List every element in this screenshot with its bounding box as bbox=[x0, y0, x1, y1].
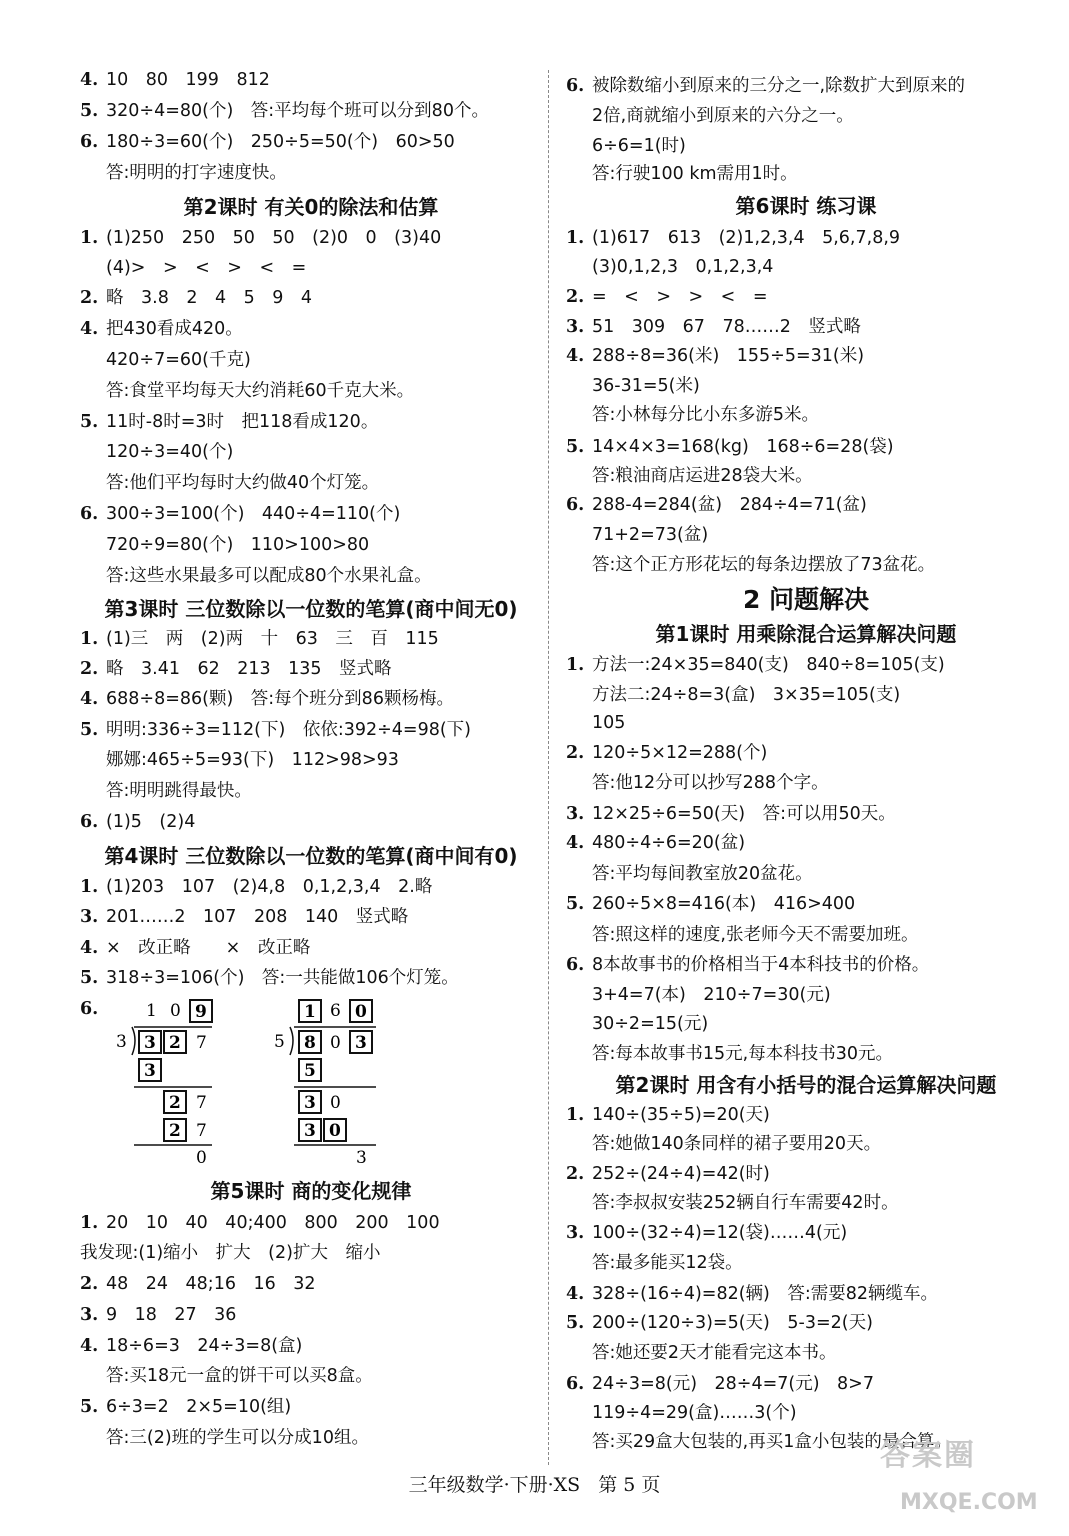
remainder: 0 bbox=[196, 1148, 207, 1165]
answer-text: 2倍,商就缩小到原来的六分之一。 bbox=[592, 106, 854, 126]
dividend-digit: 0 bbox=[330, 1033, 341, 1053]
question-number: 3. bbox=[566, 1223, 585, 1243]
answer-text: (1)203 107 (2)4,8 0,1,2,3,4 2.略 bbox=[106, 877, 433, 897]
lesson-title: 第4课时 三位数除以一位数的笔算(商中间有0) bbox=[104, 844, 518, 868]
answer-line bbox=[80, 628, 439, 650]
answer-line bbox=[80, 534, 369, 556]
answer-text: 答:这个正方形花坛的每条边摆放了73盆花。 bbox=[592, 555, 936, 575]
answer-text: 20 10 40 40;400 800 200 100 bbox=[106, 1213, 440, 1233]
answer-line bbox=[566, 105, 854, 127]
answer-line bbox=[80, 287, 312, 309]
answer-text: 12×25÷6=50(天) 答:可以用50天。 bbox=[592, 804, 896, 824]
question-number: 1. bbox=[566, 228, 585, 248]
answer-text: 明明:336÷3=112(下) 依依:392÷4=98(下) bbox=[106, 720, 471, 740]
answer-text: 答:她还要2天才能看完这本书。 bbox=[592, 1343, 837, 1363]
answer-line bbox=[80, 937, 310, 959]
answer-text: 288÷8=36(米) 155÷5=31(米) bbox=[592, 346, 865, 366]
question-number: 3. bbox=[80, 907, 99, 927]
question-number: 5. bbox=[80, 412, 99, 432]
answer-text: 320÷4=80(个) 答:平均每个班可以分到80个。 bbox=[106, 101, 489, 121]
answer-line bbox=[80, 1212, 440, 1234]
question-number: 4. bbox=[80, 1336, 99, 1356]
answer-text: 答:小林每分比小东多游5米。 bbox=[592, 405, 820, 425]
dividend-digit: 7 bbox=[196, 1033, 207, 1053]
answer-line bbox=[566, 494, 867, 516]
answer-text: 480÷4÷6=20(盆) bbox=[592, 833, 746, 853]
column-divider bbox=[548, 70, 549, 1465]
answer-line bbox=[566, 1104, 770, 1126]
answer-line bbox=[80, 318, 243, 340]
answer-line bbox=[80, 69, 270, 91]
quotient-digit: 0 bbox=[355, 1002, 367, 1022]
step-digit: 2 bbox=[169, 1121, 181, 1141]
answer-text: 答:照这样的速度,张老师今天不需要加班。 bbox=[592, 925, 919, 945]
answer-line bbox=[566, 227, 900, 249]
answer-line bbox=[80, 131, 455, 153]
answer-line bbox=[566, 286, 767, 308]
question-number: 6. bbox=[566, 955, 585, 975]
answer-text: 3+4=7(本) 210÷7=30(元) bbox=[592, 985, 831, 1005]
answer-text: 288-4=284(盆) 284÷4=71(盆) bbox=[592, 495, 867, 515]
question-number: 3. bbox=[80, 1305, 99, 1325]
step-digit: 3 bbox=[304, 1121, 316, 1141]
divisor: 5 bbox=[274, 1032, 285, 1052]
question-number: 2. bbox=[80, 1274, 99, 1294]
quotient-digit: 0 bbox=[170, 1001, 181, 1021]
lesson-title: 第1课时 用乘除混合运算解决问题 bbox=[655, 622, 957, 646]
answer-line bbox=[566, 863, 813, 885]
question-number: 3. bbox=[566, 317, 585, 337]
answer-line bbox=[566, 712, 625, 734]
question-number: 4. bbox=[80, 70, 99, 90]
answer-line bbox=[80, 906, 408, 928]
answer-text: 答:行驶100 km需用1时。 bbox=[592, 164, 798, 184]
answer-line bbox=[80, 688, 454, 710]
answer-line bbox=[80, 998, 106, 1020]
answer-text: 11时-8时=3时 把118看成120。 bbox=[106, 412, 379, 432]
question-number: 5. bbox=[80, 101, 99, 121]
question-number: 1. bbox=[566, 1105, 585, 1125]
watermark-logo: 答案圈 bbox=[880, 1438, 976, 1473]
divisor: 3 bbox=[116, 1032, 127, 1052]
answer-text: 30÷2=15(元) bbox=[592, 1014, 709, 1034]
dividend-digit: 2 bbox=[169, 1033, 181, 1053]
answer-line bbox=[566, 135, 686, 157]
long-division-2 bbox=[272, 995, 382, 1165]
answer-line bbox=[80, 1242, 380, 1264]
answer-text: 328÷(16÷4)=82(辆) 答:需要82辆缆车。 bbox=[592, 1284, 939, 1304]
long-division-1 bbox=[112, 995, 222, 1165]
question-number: 5. bbox=[566, 437, 585, 457]
page-number: 第 5 页 bbox=[598, 1474, 661, 1496]
lesson-title: 第2课时 有关0的除法和估算 bbox=[183, 195, 439, 219]
answer-text: 6÷3=2 2×5=10(组) bbox=[106, 1397, 292, 1417]
question-number: 1. bbox=[80, 1213, 99, 1233]
answer-text: 180÷3=60(个) 250÷5=50(个) 60>50 bbox=[106, 132, 455, 152]
lesson-title: 第2课时 用含有小括号的混合运算解决问题 bbox=[615, 1073, 997, 1097]
answer-text: 36-31=5(米) bbox=[592, 376, 700, 396]
answer-line bbox=[566, 954, 929, 976]
unit-title: 2 问题解决 bbox=[742, 585, 870, 614]
answer-line bbox=[80, 967, 459, 989]
remainder: 3 bbox=[356, 1148, 367, 1165]
dividend-digit: 3 bbox=[355, 1033, 367, 1053]
answer-line bbox=[566, 1373, 874, 1395]
answer-text: 答:食堂平均每天大约消耗60千克大米。 bbox=[106, 381, 415, 401]
answer-line bbox=[80, 411, 378, 433]
question-number: 6. bbox=[80, 504, 99, 524]
answer-line bbox=[80, 503, 400, 525]
answer-text: 300÷3=100(个) 440÷4=110(个) bbox=[106, 504, 401, 524]
answer-line bbox=[80, 1396, 291, 1418]
answer-line bbox=[80, 1273, 316, 1295]
answer-line bbox=[80, 811, 195, 833]
question-number: 2. bbox=[80, 659, 99, 679]
answer-text: 答:他12分可以抄写288个字。 bbox=[592, 773, 829, 793]
step-digit: 0 bbox=[330, 1093, 341, 1113]
lesson-title: 第5课时 商的变化规律 bbox=[210, 1179, 412, 1203]
answer-line bbox=[566, 803, 896, 825]
answer-text: 答:明明的打字速度快。 bbox=[106, 163, 287, 183]
answer-text: 方法一:24×35=840(支) 840÷8=105(支) bbox=[592, 655, 945, 675]
question-number: 1. bbox=[80, 877, 99, 897]
answer-line bbox=[566, 1222, 847, 1244]
question-number: 1. bbox=[80, 629, 99, 649]
answer-line bbox=[566, 684, 900, 706]
answer-line bbox=[566, 524, 708, 546]
answer-line bbox=[80, 100, 489, 122]
answer-line bbox=[566, 1043, 893, 1065]
answer-line bbox=[566, 893, 855, 915]
answer-text: 答:粮油商店运进28袋大米。 bbox=[592, 466, 813, 486]
answer-text: 略 3.41 62 213 135 竖式略 bbox=[106, 659, 392, 679]
answer-text: 答:平均每间教室放20盆花。 bbox=[592, 864, 813, 884]
answer-line bbox=[80, 658, 392, 680]
answer-text: (1)250 250 50 50 (2)0 0 (3)40 bbox=[106, 228, 442, 248]
answer-line bbox=[566, 984, 831, 1006]
answer-line bbox=[566, 1402, 797, 1424]
watermark-url: MXQE.COM bbox=[900, 1490, 1038, 1515]
answer-text: 答:他们平均每时大约做40个灯笼。 bbox=[106, 473, 380, 493]
answer-line bbox=[80, 749, 399, 771]
answer-line bbox=[80, 780, 252, 802]
answer-line bbox=[566, 465, 813, 487]
answer-line bbox=[80, 472, 379, 494]
step-digit: 3 bbox=[304, 1093, 316, 1113]
answer-line bbox=[80, 349, 251, 371]
answer-text: 318÷3=106(个) 答:一共能做106个灯笼。 bbox=[106, 968, 459, 988]
answer-line bbox=[80, 1304, 236, 1326]
question-number: 2. bbox=[566, 743, 585, 763]
question-number: 2. bbox=[566, 287, 585, 307]
answer-line bbox=[80, 1427, 369, 1449]
answer-line bbox=[566, 436, 894, 458]
answer-text: 105 bbox=[592, 713, 626, 733]
answer-text: 答:三(2)班的学生可以分成10组。 bbox=[106, 1428, 369, 1448]
lesson-title: 第3课时 三位数除以一位数的笔算(商中间无0) bbox=[104, 597, 518, 621]
question-number: 4. bbox=[80, 938, 99, 958]
answer-line bbox=[566, 163, 798, 185]
answer-line bbox=[566, 404, 819, 426]
answer-text: 我发现:(1)缩小 扩大 (2)扩大 缩小 bbox=[80, 1243, 381, 1263]
answer-text: 答:每本故事书15元,每本科技书30元。 bbox=[592, 1044, 893, 1064]
question-number: 4. bbox=[80, 319, 99, 339]
answer-text: 200÷(120÷3)=5(天) 5-3=2(天) bbox=[592, 1313, 873, 1333]
quotient-digit: 9 bbox=[195, 1002, 207, 1022]
answer-line bbox=[566, 1252, 743, 1274]
answer-line bbox=[80, 227, 441, 249]
step-digit: 0 bbox=[329, 1121, 341, 1141]
answer-line bbox=[566, 924, 918, 946]
step-digit: 5 bbox=[304, 1061, 316, 1081]
answer-line bbox=[80, 565, 432, 587]
answer-text: 10 80 199 812 bbox=[106, 70, 270, 90]
answer-line bbox=[566, 345, 864, 367]
answer-line bbox=[80, 1335, 302, 1357]
answer-line bbox=[566, 1342, 837, 1364]
answer-line bbox=[80, 380, 414, 402]
question-number: 4. bbox=[566, 1284, 585, 1304]
step-digit: 7 bbox=[196, 1121, 207, 1141]
answer-line bbox=[566, 654, 945, 676]
answer-text: 略 3.8 2 4 5 9 4 bbox=[106, 288, 313, 308]
question-number: 6. bbox=[80, 812, 99, 832]
answer-text: 51 309 67 78……2 竖式略 bbox=[592, 317, 861, 337]
answer-text: × 改正略 × 改正略 bbox=[106, 938, 311, 958]
dividend-digit: 3 bbox=[144, 1033, 156, 1053]
question-number: 6. bbox=[566, 1374, 585, 1394]
answer-line bbox=[80, 1365, 373, 1387]
answer-text: 8本故事书的价格相当于4本科技书的价格。 bbox=[592, 955, 930, 975]
answer-text: 24÷3=8(元) 28÷4=7(元) 8>7 bbox=[592, 1374, 874, 1394]
answer-text: 720÷9=80(个) 110>100>80 bbox=[106, 535, 370, 555]
answer-text: 260÷5×8=416(本) 416>400 bbox=[592, 894, 856, 914]
answer-line bbox=[566, 742, 767, 764]
question-number: 3. bbox=[566, 804, 585, 824]
question-number: 5. bbox=[566, 1313, 585, 1333]
answer-text: 688÷8=86(颗) 答:每个班分到86颗杨梅。 bbox=[106, 689, 454, 709]
step-digit: 7 bbox=[196, 1093, 207, 1113]
answer-line bbox=[566, 1163, 770, 1185]
book-title: 三年级数学·下册·XS bbox=[408, 1474, 581, 1496]
answer-text: 答:最多能买12袋。 bbox=[592, 1253, 743, 1273]
answer-text: 答:李叔叔安装252辆自行车需要42时。 bbox=[592, 1193, 899, 1213]
answer-text: 420÷7=60(千克) bbox=[106, 350, 251, 370]
answer-line bbox=[566, 1013, 708, 1035]
question-number: 4. bbox=[566, 833, 585, 853]
answer-line bbox=[566, 1192, 899, 1214]
question-number: 5. bbox=[80, 720, 99, 740]
answer-text: 被除数缩小到原来的三分之一,除数扩大到原来的 bbox=[592, 76, 966, 96]
dividend-digit: 8 bbox=[304, 1033, 316, 1053]
question-number: 1. bbox=[566, 655, 585, 675]
question-number: 4. bbox=[80, 689, 99, 709]
answer-line bbox=[80, 257, 306, 279]
answer-text: 娜娜:465÷5=93(下) 112>98>93 bbox=[106, 750, 399, 770]
answer-text: (1)617 613 (2)1,2,3,4 5,6,7,8,9 bbox=[592, 228, 901, 248]
answer-text: 答:买18元一盒的饼干可以买8盒。 bbox=[106, 1366, 373, 1386]
quotient-digit: 6 bbox=[330, 1001, 341, 1021]
question-number: 2. bbox=[566, 1164, 585, 1184]
answer-line bbox=[80, 162, 287, 184]
answer-text: 100÷(32÷4)=12(袋)……4(元) bbox=[592, 1223, 848, 1243]
answer-line bbox=[566, 375, 700, 397]
answer-line bbox=[566, 1312, 873, 1334]
answer-text: 把430看成420。 bbox=[106, 319, 243, 339]
answer-line bbox=[566, 256, 773, 278]
question-number: 5. bbox=[80, 968, 99, 988]
answer-line bbox=[566, 1133, 881, 1155]
answer-line bbox=[566, 554, 935, 576]
answer-text: 18÷6=3 24÷3=8(盒) bbox=[106, 1336, 303, 1356]
question-number: 5. bbox=[566, 894, 585, 914]
answer-text: 6÷6=1(时) bbox=[592, 136, 686, 156]
answer-line bbox=[566, 1283, 938, 1305]
question-number: 6. bbox=[566, 495, 585, 515]
quotient-digit: 1 bbox=[146, 1001, 157, 1021]
quotient-digit: 1 bbox=[304, 1002, 316, 1022]
question-number: 6. bbox=[80, 999, 99, 1019]
answer-text: 119÷4=29(盒)……3(个) bbox=[592, 1403, 797, 1423]
answer-line bbox=[80, 441, 233, 463]
answer-text: 方法二:24÷8=3(盒) 3×35=105(支) bbox=[592, 685, 901, 705]
answer-text: (3)0,1,2,3 0,1,2,3,4 bbox=[592, 257, 774, 277]
step-digit: 3 bbox=[144, 1061, 156, 1081]
answer-text: 48 24 48;16 16 32 bbox=[106, 1274, 316, 1294]
answer-text: 140÷(35÷5)=20(天) bbox=[592, 1105, 770, 1125]
question-number: 2. bbox=[80, 288, 99, 308]
answer-text: 答:明明跳得最快。 bbox=[106, 781, 252, 801]
answer-text: 252÷(24÷4)=42(时) bbox=[592, 1164, 770, 1184]
answer-text: 71+2=73(盆) bbox=[592, 525, 709, 545]
answer-text: 答:买29盒大包装的,再买1盒小包装的最合算。 bbox=[592, 1432, 952, 1452]
question-number: 4. bbox=[566, 346, 585, 366]
answer-text: (4)> > < > < = bbox=[106, 258, 307, 278]
question-number: 5. bbox=[80, 1397, 99, 1417]
answer-line bbox=[80, 719, 471, 741]
question-number: 1. bbox=[80, 228, 99, 248]
answer-line bbox=[80, 876, 432, 898]
step-digit: 2 bbox=[169, 1093, 181, 1113]
answer-line bbox=[566, 316, 861, 338]
answer-text: 14×4×3=168(kg) 168÷6=28(袋) bbox=[592, 437, 894, 457]
answer-text: (1)5 (2)4 bbox=[106, 812, 196, 832]
lesson-title: 第6课时 练习课 bbox=[735, 194, 877, 218]
answer-line bbox=[566, 832, 745, 854]
answer-line bbox=[566, 772, 829, 794]
answer-text: 120÷5×12=288(个) bbox=[592, 743, 768, 763]
answer-text: 答:她做140条同样的裙子要用20天。 bbox=[592, 1134, 882, 1154]
answer-text: 120÷3=40(个) bbox=[106, 442, 234, 462]
answer-text: (1)三 两 (2)两 十 63 三 百 115 bbox=[106, 629, 439, 649]
answer-text: = < > > < = bbox=[592, 287, 768, 307]
question-number: 6. bbox=[566, 76, 585, 96]
question-number: 6. bbox=[80, 132, 99, 152]
answer-text: 9 18 27 36 bbox=[106, 1305, 237, 1325]
answer-text: 答:这些水果最多可以配成80个水果礼盒。 bbox=[106, 566, 432, 586]
answer-line bbox=[566, 75, 965, 97]
answer-text: 201……2 107 208 140 竖式略 bbox=[106, 907, 409, 927]
